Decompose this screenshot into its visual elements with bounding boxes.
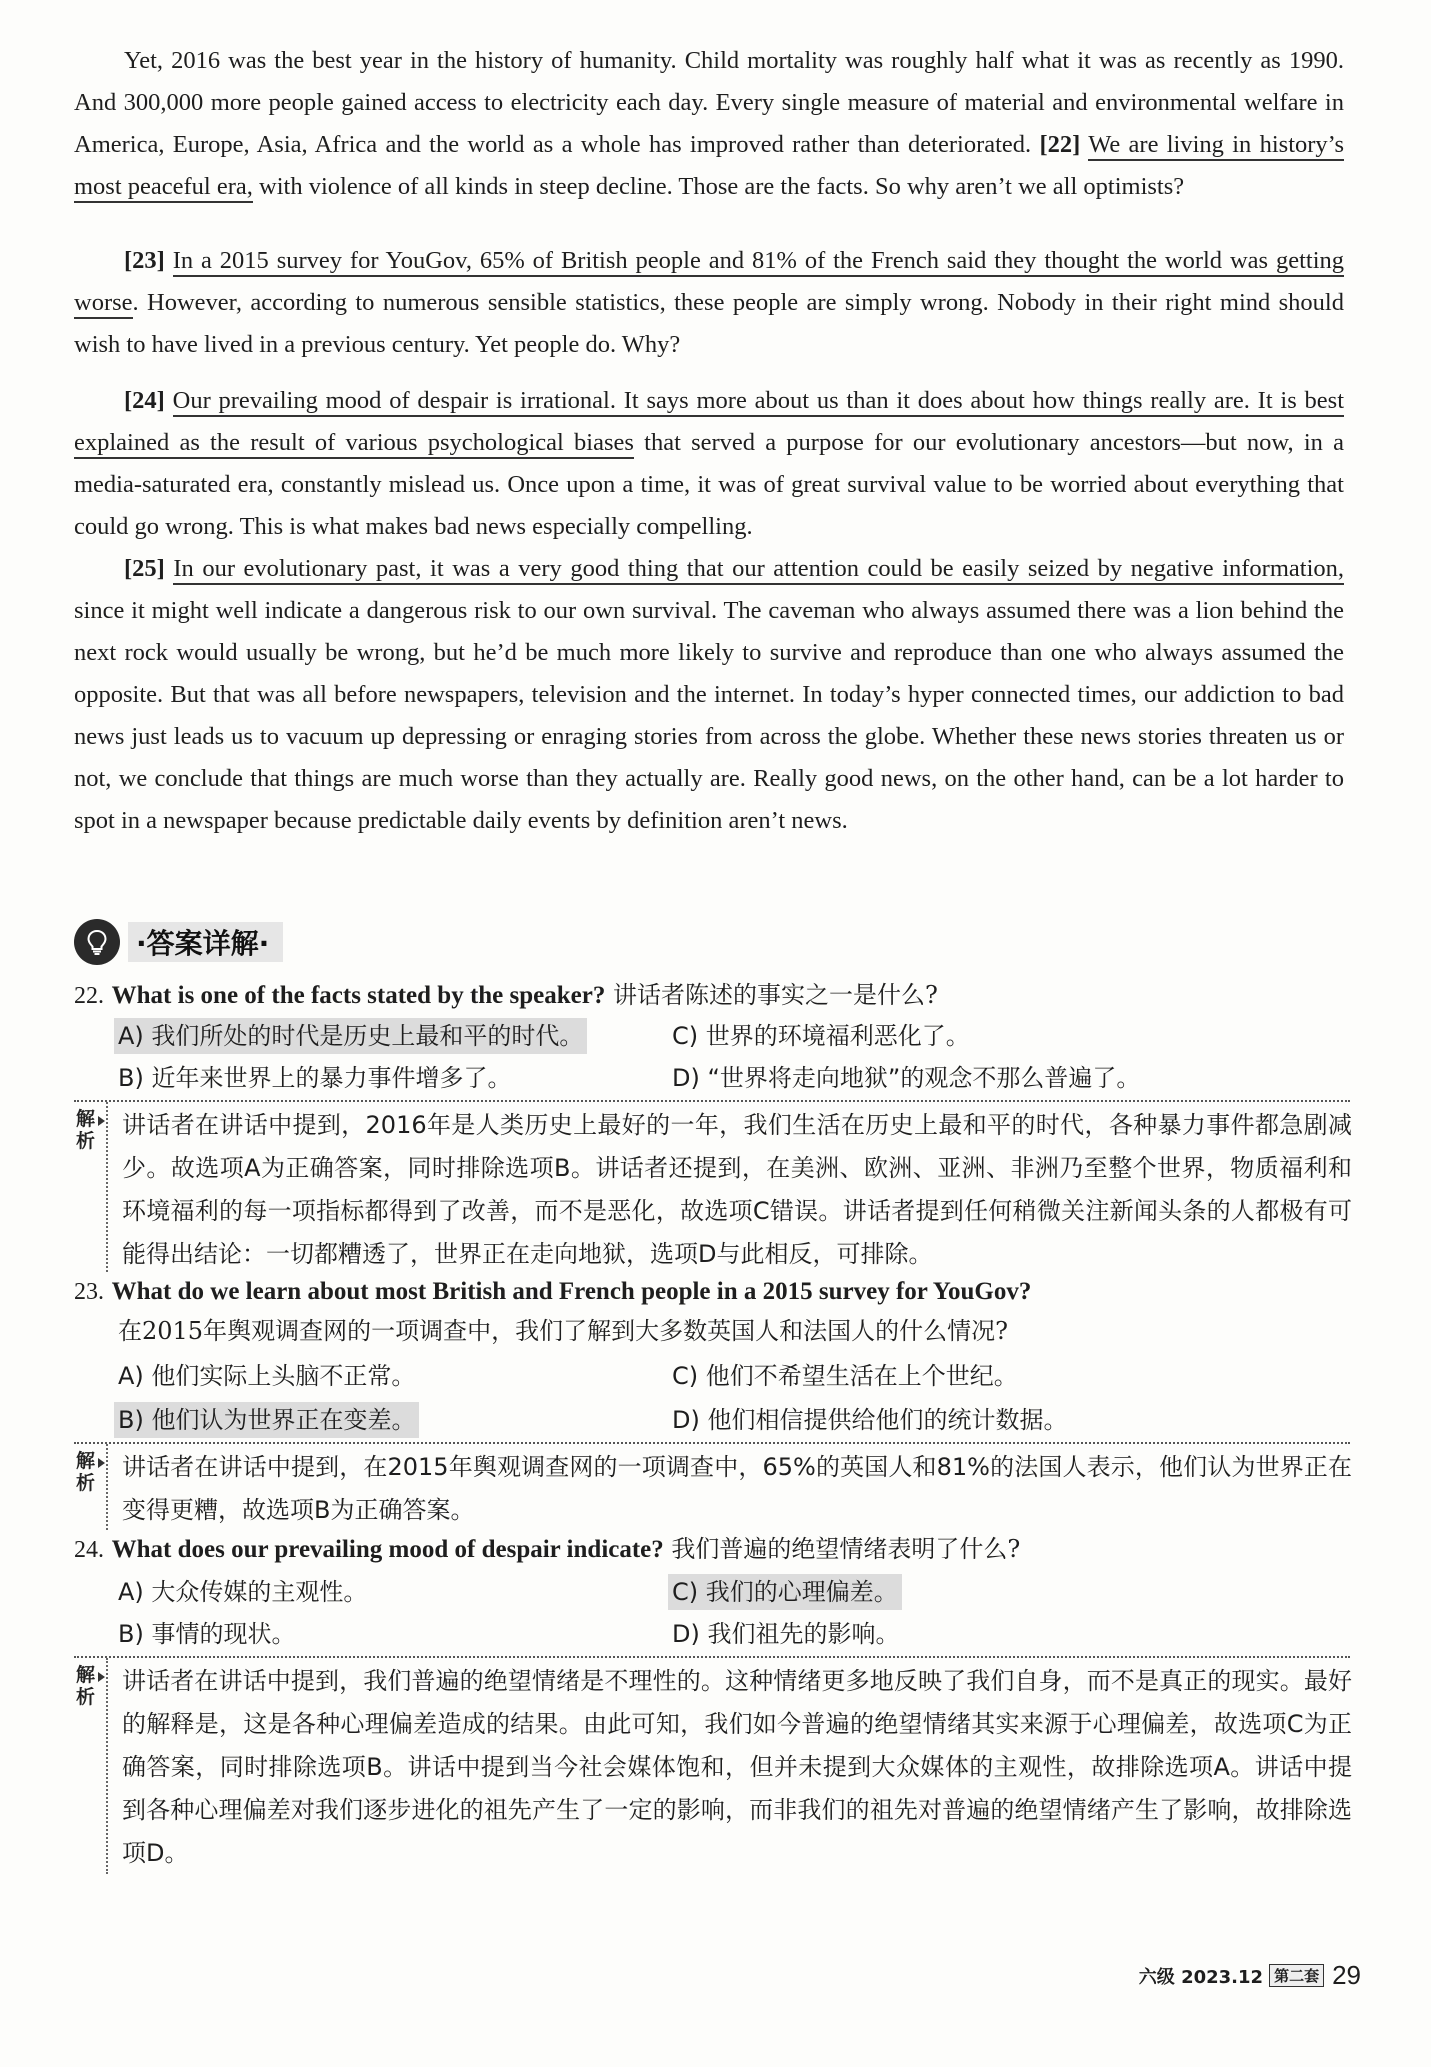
lightbulb-icon (74, 919, 120, 965)
analysis-23 (74, 1442, 1350, 1530)
analysis-24 (74, 1656, 1350, 1874)
option-23-a: A) 他们实际上头脑不正常。 (118, 1362, 416, 1390)
analysis-label: 解析 (76, 1450, 96, 1494)
option-24-c: C) 我们的心理偏差。 (668, 1574, 902, 1610)
passage-text: that served a purpose for our evolutionary ancestors—but now, in a media-saturated era, constantly mislead us. Once upon a time, it was of great survival value to be worried about everything that could go wrong. This is what makes bad news especially compelling. (74, 429, 1344, 540)
analysis-22 (74, 1100, 1350, 1272)
question-number: 23. (74, 1279, 104, 1305)
question-text-zh: 讲话者陈述的事实之一是什么? (613, 981, 938, 1009)
question-marker-25: [25] (124, 555, 165, 582)
question-22 (74, 978, 938, 1013)
question-marker-23: [23] (124, 247, 165, 274)
question-text-zh: 我们普遍的绝望情绪表明了什么? (671, 1535, 1021, 1563)
analysis-body (106, 1102, 1350, 1272)
passage-text: . However, according to numerous sensible statistics, these people are simply wrong. Nobody in their right mind should wish to have lived in a previous century. Yet people do. Why? (74, 289, 1344, 358)
question-text-en: What do we learn about most British and French people in a 2015 survey for YouGov? (111, 1278, 1032, 1305)
analysis-text: 讲话者在讲话中提到，在2015年舆观调查网的一项调查中，65%的英国人和81%的法国人表示，他们认为世界正在变得更糟，故选项B为正确答案。 (122, 1453, 1352, 1524)
arrow-right-icon (98, 1458, 105, 1468)
option-23-d: D) 他们相信提供给他们的统计数据。 (672, 1406, 1068, 1434)
option-24-d: D) 我们祖先的影响。 (672, 1620, 900, 1648)
key-sentence-25: In our evolutionary past, it was a very good thing that our attention could be easily seized by negative information, (173, 555, 1344, 585)
question-marker-22: [22] (1039, 131, 1081, 158)
passage-paragraph-2 (74, 240, 1344, 366)
question-marker-24: [24] (124, 387, 165, 414)
analysis-body (106, 1444, 1350, 1530)
section-title: ·答案详解· (128, 922, 283, 962)
key-sentence-24: Our prevailing mood of despair is irrational. It says more about us than it does about how things really are. It is best explained as the result of various psychological biases (74, 387, 1344, 459)
passage-text: since it might well indicate a dangerous risk to our own survival. The caveman who always assumed there was a lion behind the next rock would usually be wrong, but he’d be much more likely to survive and reproduce than one who always assumed the opposite. But that was all before newspapers, television and the internet. In today’s hyper connected times, our addiction to bad news just leads us to vacuum up depressing or enraging stories from across the globe. Whether these news stories threaten us or not, we conclude that things are much worse than they actually are. Really good news, on the other hand, can be a lot harder to spot in a newspaper because predictable daily events by definition aren’t news. (74, 597, 1344, 834)
answer-section-header (74, 917, 283, 967)
option-22-c: C) 世界的环境福利恶化了。 (672, 1022, 970, 1050)
question-text-en: What is one of the facts stated by the speaker? (111, 982, 606, 1009)
option-23-b: B) 他们认为世界正在变差。 (114, 1402, 419, 1438)
passage-paragraph-3 (74, 380, 1344, 548)
key-sentence-22: We are living in history’s most peaceful era, (74, 131, 1344, 203)
question-24 (74, 1532, 1020, 1567)
option-23-c: C) 他们不希望生活在上个世纪。 (672, 1362, 1018, 1390)
analysis-text: 讲话者在讲话中提到，2016年是人类历史上最好的一年，我们生活在历史上最和平的时代，各种暴力事件都急剧减少。故选项A为正确答案，同时排除选项B。讲话者还提到，在美洲、欧洲、亚洲、非洲乃至整个世界，物质福利和环境福利的每一项指标都得到了改善，而不是恶化，故选项C错误。讲话者提到任何稍微关注新闻头条的人都极有可能得出结论：一切都糟透了，世界正在走向地狱，选项D与此相反，可排除。 (122, 1111, 1352, 1268)
option-22-d: D) “世界将走向地狱”的观念不那么普遍了。 (672, 1064, 1141, 1092)
passage-paragraph-4 (74, 548, 1344, 842)
passage-text: with violence of all kinds in steep decline. Those are the facts. So why aren’t we all optimists? (252, 173, 1185, 200)
analysis-body (106, 1658, 1350, 1874)
arrow-right-icon (98, 1116, 105, 1126)
page-number: 29 (1332, 1960, 1361, 1990)
passage-text: Yet, 2016 was the best year in the history of humanity. Child mortality was roughly half what it was as recently as 1990. And 300,000 more people gained access to electricity each day. Every single measure of material and environmental welfare in America, Europe, Asia, Africa and the world as a whole has improved rather than deteriorated. (74, 47, 1344, 158)
arrow-right-icon (98, 1672, 105, 1682)
page-footer (1139, 1960, 1361, 1991)
option-24-a: A) 大众传媒的主观性。 (118, 1578, 368, 1606)
option-24-b: B) 事情的现状。 (118, 1620, 296, 1648)
question-number: 22. (74, 983, 104, 1009)
question-text-en: What does our prevailing mood of despair indicate? (111, 1536, 664, 1563)
set-badge: 第二套 (1269, 1964, 1324, 1987)
key-sentence-23: In a 2015 survey for YouGov, 65% of British people and 81% of the French said they thought the world was getting worse (74, 247, 1344, 319)
question-23 (74, 1274, 1031, 1309)
analysis-label: 解析 (76, 1664, 96, 1708)
option-22-a: A) 我们所处的时代是历史上最和平的时代。 (114, 1018, 587, 1054)
question-text-zh: 在2015年舆观调查网的一项调查中，我们了解到大多数英国人和法国人的什么情况? (118, 1317, 1008, 1345)
analysis-text: 讲话者在讲话中提到，我们普遍的绝望情绪是不理性的。这种情绪更多地反映了我们自身，而不是真正的现实。最好的解释是，这是各种心理偏差造成的结果。由此可知，我们如今普遍的绝望情绪其实来源于心理偏差，故选项C为正确答案，同时排除选项B。讲话中提到当今社会媒体饱和，但并未提到大众媒体的主观性，故排除选项A。讲话中提到各种心理偏差对我们逐步进化的祖先产生了一定的影响，而非我们的祖先对普遍的绝望情绪产生了影响，故排除选项D。 (122, 1667, 1352, 1867)
exam-level: 六级 2023.12 (1138, 1966, 1264, 1988)
question-number: 24. (74, 1537, 104, 1563)
passage-paragraph-1 (74, 40, 1344, 208)
option-22-b: B) 近年来世界上的暴力事件增多了。 (118, 1064, 512, 1092)
analysis-label: 解析 (76, 1108, 96, 1152)
